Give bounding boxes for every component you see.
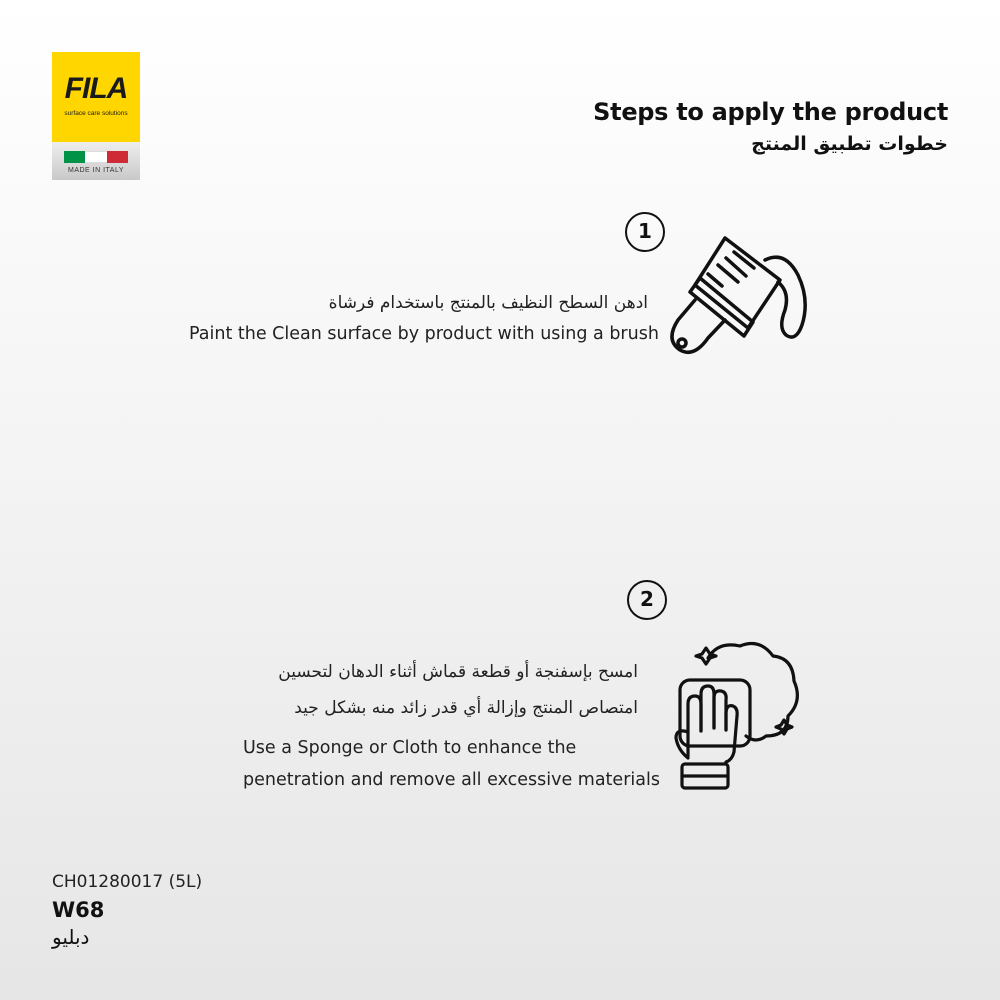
step-2-text-english-line2: penetration and remove all excessive materials xyxy=(243,770,660,790)
step-1-text-english: Paint the Clean surface by product with using a brush xyxy=(189,324,659,344)
logo-made-in-panel xyxy=(52,142,140,180)
logo-wordmark: FILA xyxy=(64,72,128,105)
step-2-text-arabic-line2: امتصاص المنتج وإزالة أي قدر زائد منه بشكل جيد xyxy=(294,698,638,718)
italy-flag-icon xyxy=(64,151,128,163)
step-2-text-arabic-line1: امسح بإسفنجة أو قطعة قماش أثناء الدهان لتحسين xyxy=(278,662,638,682)
logo-tagline: surface care solutions xyxy=(64,110,128,117)
brand-logo xyxy=(52,52,140,180)
made-in-italy-label: MADE IN ITALY xyxy=(67,167,125,174)
paint-brush-icon xyxy=(660,230,815,360)
page-title-arabic: خطوات تطبيق المنتج xyxy=(751,133,948,155)
step-1-text-arabic: ادهن السطح النظيف بالمنتج باستخدام فرشاة xyxy=(328,293,648,313)
step-1-number: 1 xyxy=(625,212,665,252)
product-code: CH01280017 (5L) xyxy=(52,872,203,892)
product-model-arabic: دبليو xyxy=(52,925,90,949)
product-model: W68 xyxy=(52,898,105,922)
step-2-number: 2 xyxy=(627,580,667,620)
step-2-text-english-line1: Use a Sponge or Cloth to enhance the xyxy=(243,738,577,758)
gloved-hand-cloth-icon xyxy=(668,636,808,796)
page-title: Steps to apply the product xyxy=(593,98,948,126)
